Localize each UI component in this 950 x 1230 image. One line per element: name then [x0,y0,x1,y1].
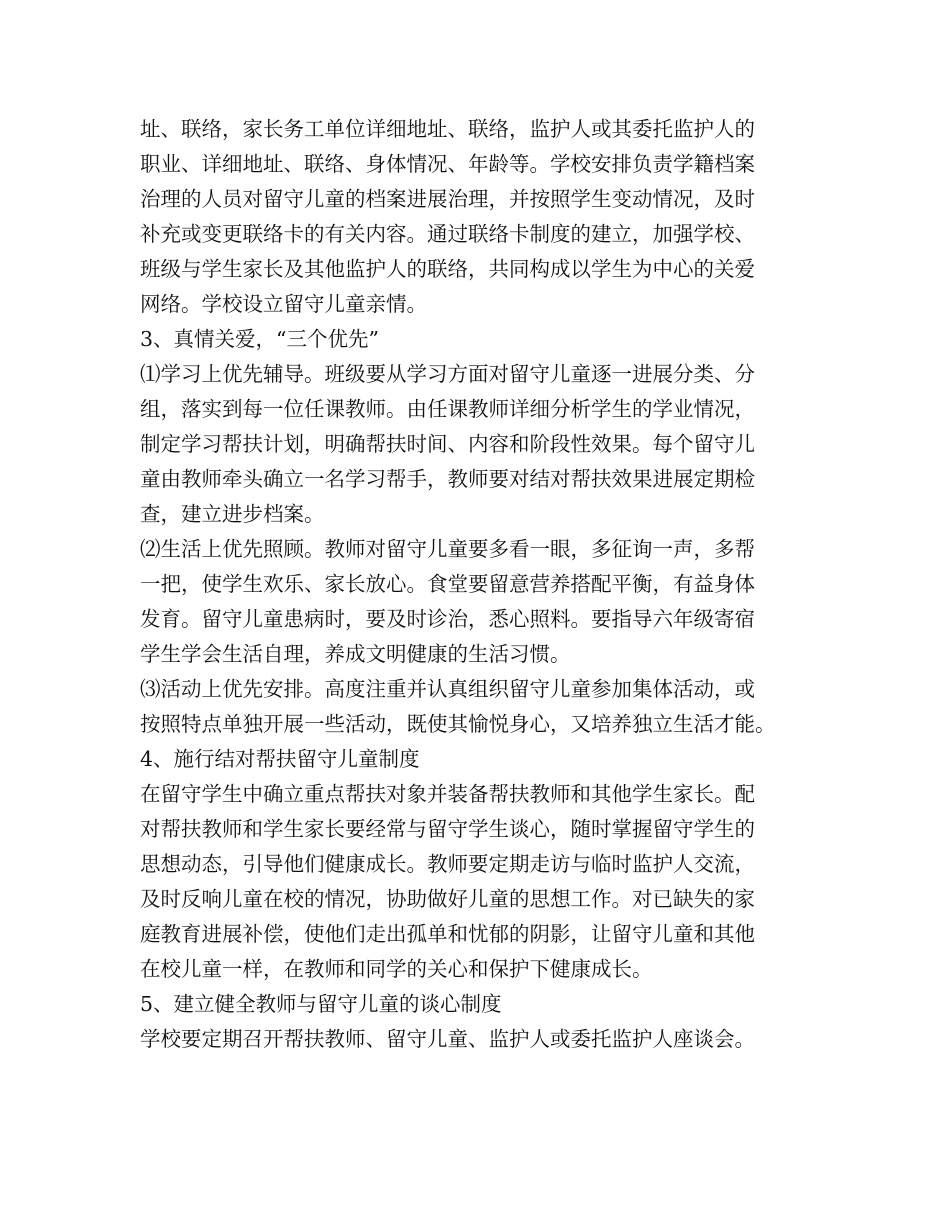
text-line: 查，建立进步档案。 [140,502,325,526]
text-line: 班级与学生家长及其他监护人的联络，共同构成以学生为中心的关爱 [140,257,755,281]
text-line: ⑵生活上优先照顾。教师对留守儿童要多看一眼，多征询一声，多帮 [140,537,755,561]
text-line: 在校儿童一样，在教师和同学的关心和保护下健康成长。 [140,957,653,981]
text-line: 思想动态，引导他们健康成长。教师要定期走访与临时监护人交流， [140,852,755,876]
text-line: 网络。学校设立留守儿童亲情。 [140,292,427,316]
text-line: 址、联络，家长务工单位详细地址、联络，监护人或其委托监护人的 [140,117,755,141]
text-line: 学生学会生活自理，养成文明健康的生活习惯。 [140,642,571,666]
text-line: 治理的人员对留守儿童的档案进展治理，并按照学生变动情况，及时 [140,187,755,211]
text-line: 童由教师牵头确立一名学习帮手，教师要对结对帮扶效果进展定期检 [140,467,755,491]
text-line: ⑶活动上优先安排。高度注重并认真组织留守儿童参加集体活动，或 [140,677,755,701]
section-heading: 4、施行结对帮扶留守儿童制度 [140,747,420,771]
text-line: 在留守学生中确立重点帮扶对象并装备帮扶教师和其他学生家长。配 [140,782,755,806]
text-line: 职业、详细地址、联络、身体情况、年龄等。学校安排负责学籍档案 [140,152,755,176]
text-line: 组，落实到每一位任课教师。由任课教师详细分析学生的学业情况， [140,397,755,421]
text-line: 发育。留守儿童患病时，要及时诊治，悉心照料。要指导六年级寄宿 [140,607,755,631]
text-line: 庭教育进展补偿，使他们走出孤单和忧郁的阴影，让留守儿童和其他 [140,922,755,946]
text-line: 按照特点单独开展一些活动，既使其愉悦身心，又培养独立生活才能。 [140,712,776,736]
text-line: 补充或变更联络卡的有关内容。通过联络卡制度的建立，加强学校、 [140,222,755,246]
text-line: 一把，使学生欢乐、家长放心。食堂要留意营养搭配平衡，有益身体 [140,572,755,596]
text-line: 制定学习帮扶计划，明确帮扶时间、内容和阶段性效果。每个留守儿 [140,432,755,456]
text-line: 及时反响儿童在校的情况，协助做好儿童的思想工作。对已缺失的家 [140,887,755,911]
text-line: ⑴学习上优先辅导。班级要从学习方面对留守儿童逐一进展分类、分 [140,362,755,386]
text-line: 对帮扶教师和学生家长要经常与留守学生谈心，随时掌握留守学生的 [140,817,755,841]
text-line: 学校要定期召开帮扶教师、留守儿童、监护人或委托监护人座谈会。 [140,1027,755,1051]
section-heading: 5、建立健全教师与留守儿童的谈心制度 [140,992,502,1016]
document-body [140,112,820,1057]
section-heading: 3、真情关爱，“三个优先” [140,327,380,351]
